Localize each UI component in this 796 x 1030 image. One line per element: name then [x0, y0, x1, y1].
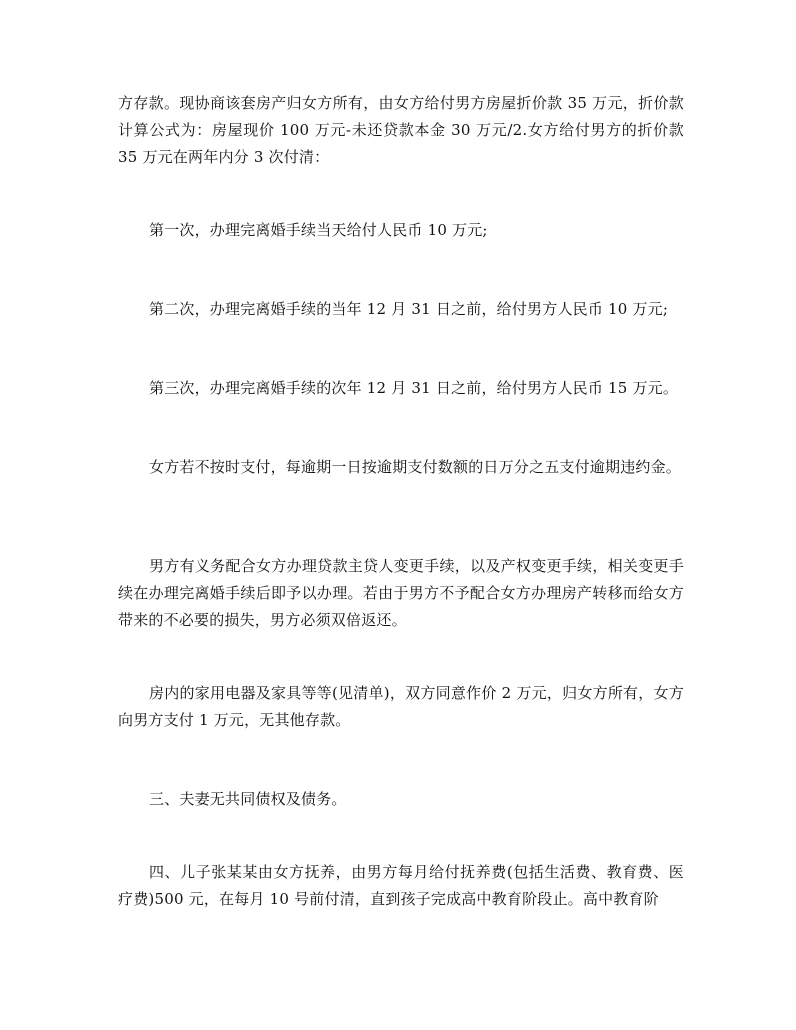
paragraph-late-penalty: 女方若不按时支付，每逾期一日按逾期支付数额的日万分之五支付逾期违约金。 [149, 458, 682, 476]
paragraph-loan-transfer: 男方有义务配合女方办理贷款主贷人变更手续，以及产权变更手续，相关变更手续在办理完离婚手续后即予以办理。若由于男方不予配合女方办理房产转移而给女方带来的不必要的损失，男方必须双倍返还。 [118, 557, 684, 629]
paragraph-second-payment: 第二次，办理完离婚手续的当年 12 月 31 日之前，给付男方人民币 10 万元; [149, 300, 669, 318]
paragraph-child-custody: 四、儿子张某某由女方抚养，由男方每月给付抚养费(包括生活费、教育费、医疗费)500 元，在每月 10 号前付清，直到孩子完成高中教育阶段止。高中教育阶 [118, 863, 684, 908]
paragraph-property-settlement: 方存款。现协商该套房产归女方所有，由女方给付男方房屋折价款 35 万元，折价款计算公式为：房屋现价 100 万元-未还贷款本金 30 万元/2.女方给付男方的折价款 35 万元在两年内分 3 次付清： [118, 94, 684, 166]
paragraph-no-debts: 三、夫妻无共同债权及债务。 [149, 790, 347, 808]
paragraph-third-payment: 第三次，办理完离婚手续的次年 12 月 31 日之前，给付男方人民币 15 万元。 [149, 379, 679, 397]
paragraph-first-payment: 第一次，办理完离婚手续当天给付人民币 10 万元; [149, 221, 488, 239]
paragraph-household-items: 房内的家用电器及家具等等(见清单)，双方同意作价 2 万元，归女方所有，女方向男方支付 1 万元，无其他存款。 [118, 684, 684, 729]
